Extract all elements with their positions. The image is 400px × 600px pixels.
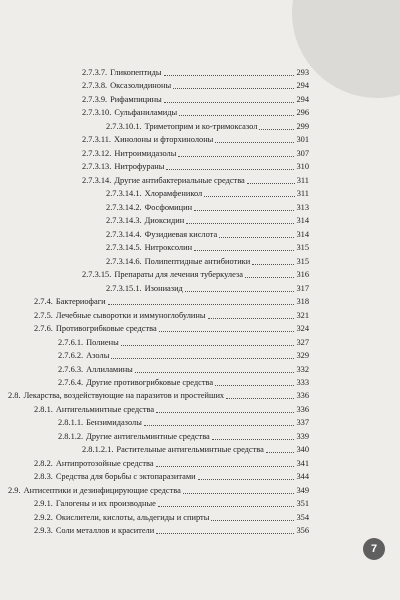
toc-leader-dots <box>173 88 294 89</box>
toc-leader-dots <box>204 196 295 197</box>
toc-leader-dots <box>194 250 294 251</box>
toc-leader-dots <box>198 479 295 480</box>
toc-leader-dots <box>247 183 295 184</box>
toc-entry-page: 294 <box>296 95 309 104</box>
toc-entry-page: 329 <box>296 351 309 360</box>
toc-entry-number: 2.8.1.2.1. <box>82 445 114 454</box>
toc-entry-page: 318 <box>296 297 309 306</box>
toc-entry-title: Фузидиевая кислота <box>144 230 218 239</box>
toc-entry-title: Нитроимидазолы <box>114 149 177 158</box>
toc-entry-number: 2.7.3.9. <box>82 95 108 104</box>
toc-entry-page: 336 <box>296 391 309 400</box>
toc-entry-page: 307 <box>296 149 309 158</box>
toc-entry <box>106 187 309 200</box>
toc-entry <box>34 457 309 470</box>
toc-entry-number: 2.7.3.14.5. <box>106 243 142 252</box>
toc-entry-page: 356 <box>296 526 309 535</box>
toc-leader-dots <box>259 129 294 130</box>
toc-leader-dots <box>185 291 295 292</box>
toc-entry <box>34 524 309 537</box>
toc-entry-page: 354 <box>296 513 309 522</box>
toc-leader-dots <box>208 318 295 319</box>
toc-entry-page: 294 <box>296 81 309 90</box>
toc-entry <box>82 66 309 79</box>
toc-leader-dots <box>156 412 294 413</box>
toc-entry-page: 344 <box>296 472 309 481</box>
toc-entry-number: 2.7.6. <box>34 324 53 333</box>
toc-entry-title: Другие противогрибковые средства <box>86 378 214 387</box>
toc-entry-number: 2.9.2. <box>34 513 53 522</box>
toc-entry-title: Другие антигельминтные средства <box>86 432 210 441</box>
toc-entry-title: Средства для борьбы с эктопаразитами <box>55 472 196 481</box>
toc-entry-title: Гликопептиды <box>110 68 162 77</box>
toc-entry <box>82 133 309 146</box>
toc-entry <box>58 416 309 429</box>
toc-entry-title: Лечебные сыворотки и иммуноглобулины <box>55 311 206 320</box>
toc-entry <box>34 511 309 524</box>
toc-entry-page: 340 <box>296 445 309 454</box>
toc-entry-title: Сульфаниламиды <box>114 108 178 117</box>
toc-entry-title: Диоксидин <box>144 216 185 225</box>
toc-entry-title: Галогены и их производные <box>55 499 156 508</box>
toc-leader-dots <box>211 520 294 521</box>
toc-leader-dots <box>108 304 295 305</box>
toc-entry-number: 2.8.2. <box>34 459 53 468</box>
toc-entry <box>106 241 309 254</box>
toc-entry-title: Изониазид <box>144 284 183 293</box>
toc-entry-number: 2.8.1.2. <box>58 432 84 441</box>
toc-entry-number: 2.7.3.15. <box>82 270 112 279</box>
toc-leader-dots <box>159 331 295 332</box>
toc-entry <box>82 443 309 456</box>
toc-entry-number: 2.7.3.14.4. <box>106 230 142 239</box>
toc-entry <box>34 309 309 322</box>
toc-entry-number: 2.7.5. <box>34 311 53 320</box>
toc-entry <box>34 322 309 335</box>
toc-entry <box>58 376 309 389</box>
toc-leader-dots <box>179 115 294 116</box>
toc-entry <box>82 106 309 119</box>
toc-entry <box>82 160 309 173</box>
toc-entry-page: 317 <box>296 284 309 293</box>
toc-leader-dots <box>111 358 294 359</box>
toc-leader-dots <box>156 466 295 467</box>
toc-entry-page: 314 <box>296 230 309 239</box>
toc-entry-number: 2.9. <box>8 486 21 495</box>
toc-entry-title: Препараты для лечения туберкулеза <box>114 270 243 279</box>
toc-entry-page: 310 <box>296 162 309 171</box>
toc-entry-number: 2.7.3.7. <box>82 68 108 77</box>
toc-entry-number: 2.8.1.1. <box>58 418 84 427</box>
toc-entry-title: Антигельминтные средства <box>55 405 155 414</box>
toc-entry-number: 2.8. <box>8 391 21 400</box>
toc-entry-title: Полипептидные антибиотики <box>144 257 251 266</box>
toc-leader-dots <box>219 237 294 238</box>
toc-entry <box>58 349 309 362</box>
toc-entry <box>106 214 309 227</box>
toc-entry-title: Окислители, кислоты, альдегиды и спирты <box>55 513 210 522</box>
toc-entry <box>106 228 309 241</box>
toc-entry-title: Растительные антигельминтные средства <box>116 445 264 454</box>
toc-entry-page: 349 <box>296 486 309 495</box>
toc-entry-page: 311 <box>296 176 309 185</box>
toc-leader-dots <box>164 102 295 103</box>
toc-entry-page: 316 <box>296 270 309 279</box>
toc-entry-title: Полиены <box>86 338 119 347</box>
toc-entry-page: 327 <box>296 338 309 347</box>
toc-leader-dots <box>226 398 294 399</box>
toc-entry-page: 296 <box>296 108 309 117</box>
toc-leader-dots <box>183 493 295 494</box>
toc-entry-title: Бензимидазолы <box>86 418 142 427</box>
toc-entry-page: 339 <box>296 432 309 441</box>
toc-entry <box>82 93 309 106</box>
toc-entry-title: Хинолоны и фторхинолоны <box>114 135 214 144</box>
toc-entry-page: 311 <box>296 189 309 198</box>
toc-entry <box>34 403 309 416</box>
toc-entry-title: Противогрибковые средства <box>55 324 157 333</box>
toc-leader-dots <box>194 210 294 211</box>
toc-entry-number: 2.7.3.14.1. <box>106 189 142 198</box>
toc-entry-title: Триметоприм и ко-тримоксазол <box>144 122 258 131</box>
toc-leader-dots <box>135 372 295 373</box>
toc-entry-title: Антипротозойные средства <box>55 459 154 468</box>
toc-entry-page: 321 <box>296 311 309 320</box>
toc-entry <box>82 268 309 281</box>
toc-entry-page: 315 <box>296 257 309 266</box>
toc-entry-page: 314 <box>296 216 309 225</box>
toc-entry-title: Азолы <box>86 351 110 360</box>
toc-leader-dots <box>156 533 294 534</box>
toc-entry <box>106 282 309 295</box>
toc-leader-dots <box>144 425 295 426</box>
toc-leader-dots <box>121 345 295 346</box>
toc-leader-dots <box>164 75 295 76</box>
toc-entry-page: 337 <box>296 418 309 427</box>
toc-entry-page: 313 <box>296 203 309 212</box>
toc-entry <box>106 201 309 214</box>
toc-entry-number: 2.7.3.15.1. <box>106 284 142 293</box>
toc-leader-dots <box>266 452 295 453</box>
toc-entry-number: 2.7.6.1. <box>58 338 84 347</box>
toc-entry-page: 351 <box>296 499 309 508</box>
toc-leader-dots <box>215 385 294 386</box>
toc-entry <box>58 430 309 443</box>
toc-entry-number: 2.9.3. <box>34 526 53 535</box>
toc-entry-page: 341 <box>296 459 309 468</box>
toc-entry-title: Нитроксолин <box>144 243 193 252</box>
toc-entry-number: 2.7.3.11. <box>82 135 112 144</box>
toc-entry-title: Нитрофураны <box>114 162 165 171</box>
toc-entry-number: 2.7.3.14.2. <box>106 203 142 212</box>
toc-entry-title: Другие антибактериальные средства <box>114 176 245 185</box>
toc-entry-number: 2.7.4. <box>34 297 53 306</box>
toc-entry-number: 2.7.3.10.1. <box>106 122 142 131</box>
toc-entry <box>106 120 309 133</box>
toc-entry-title: Хлорамфеникол <box>144 189 203 198</box>
toc-entry <box>8 389 309 402</box>
toc-entry-page: 301 <box>296 135 309 144</box>
toc-entry-title: Аллиламины <box>86 365 133 374</box>
toc-leader-dots <box>212 439 295 440</box>
toc-entry-number: 2.8.3. <box>34 472 53 481</box>
toc-leader-dots <box>158 506 295 507</box>
toc-entry-title: Бактериофаги <box>55 297 106 306</box>
toc-entry-page: 324 <box>296 324 309 333</box>
toc-entry-page: 336 <box>296 405 309 414</box>
toc-entry-number: 2.7.3.14.3. <box>106 216 142 225</box>
toc-entry <box>8 484 309 497</box>
toc-entry <box>82 79 309 92</box>
toc-entry <box>58 363 309 376</box>
toc-entry <box>82 174 309 187</box>
toc-entry <box>82 147 309 160</box>
toc-leader-dots <box>215 142 294 143</box>
toc-entry-page: 293 <box>296 68 309 77</box>
toc-entry-number: 2.7.6.2. <box>58 351 84 360</box>
toc-entry-number: 2.7.3.13. <box>82 162 112 171</box>
toc-entry <box>58 336 309 349</box>
toc-leader-dots <box>252 264 294 265</box>
toc-entry-title: Соли металлов и красители <box>55 526 155 535</box>
toc-entry-number: 2.7.6.4. <box>58 378 84 387</box>
toc-entry <box>34 470 309 483</box>
toc-entry-number: 2.8.1. <box>34 405 53 414</box>
toc-entry-number: 2.7.3.14. <box>82 176 112 185</box>
toc-entry-title: Антисептики и дезинфицирующие средства <box>23 486 181 495</box>
toc-leader-dots <box>186 223 294 224</box>
toc-entry <box>34 497 309 510</box>
toc-entry-title: Оксазолидиноны <box>110 81 172 90</box>
toc-entry <box>34 295 309 308</box>
toc-entry-page: 299 <box>296 122 309 131</box>
page-number-badge: 7 <box>363 538 385 560</box>
toc-entry-number: 2.7.3.12. <box>82 149 112 158</box>
toc-leader-dots <box>245 277 295 278</box>
toc-entry-page: 315 <box>296 243 309 252</box>
toc-entry-page: 332 <box>296 365 309 374</box>
toc-entry-page: 333 <box>296 378 309 387</box>
toc-entry-number: 2.9.1. <box>34 499 53 508</box>
toc-entry-title: Фосфомицин <box>144 203 193 212</box>
toc-leader-dots <box>178 156 294 157</box>
toc-entry-title: Лекарства, воздействующие на паразитов и простейших <box>23 391 225 400</box>
toc-leader-dots <box>166 169 294 170</box>
toc-entry-number: 2.7.3.14.6. <box>106 257 142 266</box>
toc-entry-number: 2.7.3.10. <box>82 108 112 117</box>
toc-entry-number: 2.7.6.3. <box>58 365 84 374</box>
toc-entry <box>106 255 309 268</box>
toc-entry-title: Рифампицины <box>110 95 162 104</box>
toc-entry-number: 2.7.3.8. <box>82 81 108 90</box>
